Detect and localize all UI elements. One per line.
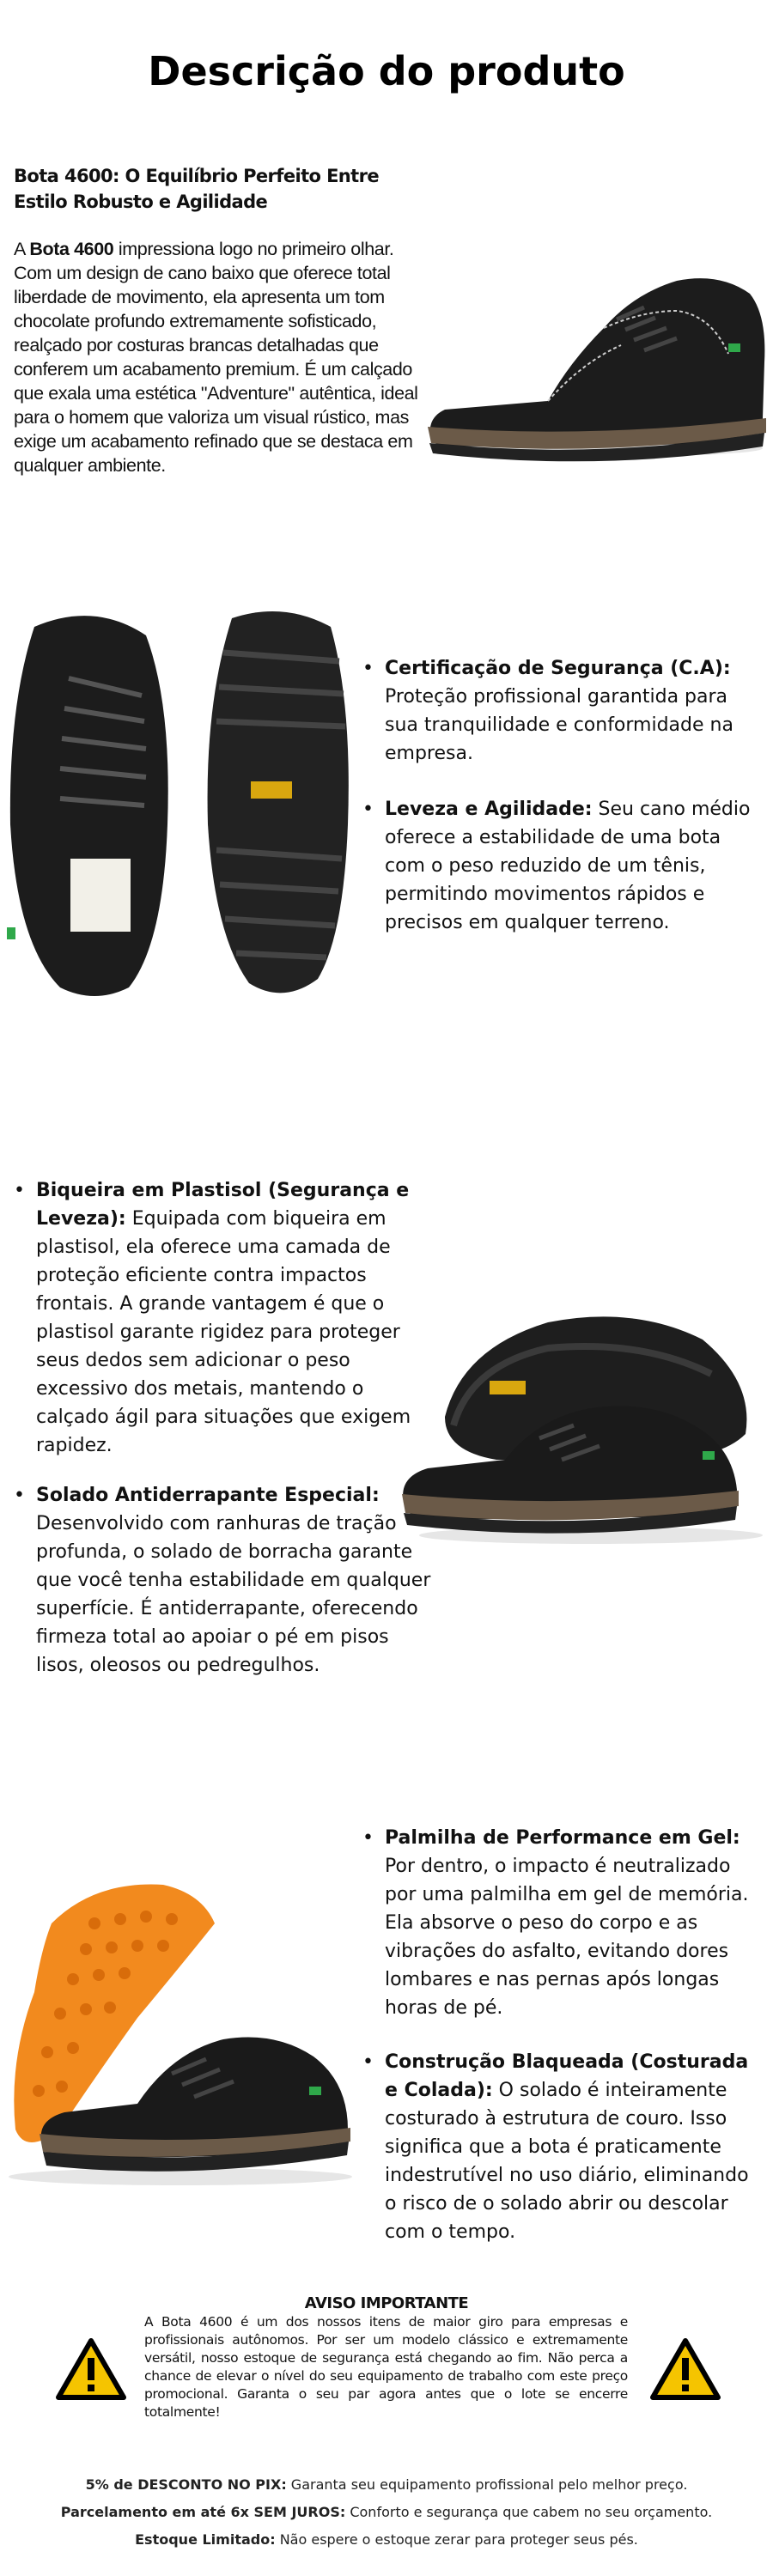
bullet-icon: •: [14, 1485, 25, 1506]
warning-icon: [55, 2337, 127, 2401]
notice-body: A Bota 4600 é um dos nossos itens de maior giro para empresas e profissionais autônomos. Por ser um modelo clássico e extremamente versátil, nosso estoque de segurança está chegando ao fim. Não perca a chance de elevar o nível do seu equipamento de trabalho com este preço promocional. Garanta o seu par agora antes que o lote se encerre totalmente!: [144, 2314, 628, 2420]
footer-pix: 5% de DESCONTO NO PIX: Garanta seu equipamento profissional pelo melhor preço.: [85, 2476, 688, 2493]
feature-biqueira: • Biqueira em Plastisol (Segurança e Leveza): Equipada com biqueira em plastisol, ela oferece uma camada de proteção eficiente contra impactos frontais. A grande vantagem é que o plastisol garante rigidez para proteger seus dedos sem adicionar o peso excessivo dos metais, mantendo o calçado ágil para situações que exigem rapidez.: [10, 1176, 433, 1460]
feature-palmilha: • Palmilha de Performance em Gel: Por dentro, o impacto é neutralizado por uma palmilha em gel de memória. Ela absorve o peso do corpo e as vibrações do asfalto, evitando dores lombares e nas pernas após longas horas de pé.: [359, 1824, 754, 2022]
warning-icon: [649, 2337, 721, 2401]
bullet-icon: •: [362, 1827, 374, 1849]
boot-top-sole-image: [0, 601, 361, 1005]
feature-construcao: • Construção Blaqueada (Costurada e Colada): O solado é inteiramente costurado à estrutura de couro. Isso significa que a bota é praticamente indestrutível no uso diário, eliminando o risco de o solado abrir ou descolar com o tempo.: [359, 2048, 754, 2246]
features-list-1: [359, 654, 754, 937]
feature-solado: • Solado Antiderrapante Especial: Desenvolvido com ranhuras de tração profunda, o solado de borracha garante que você tenha estabilidade em qualquer superfície. É antiderrapante, oferecendo firmeza total ao apoiar o pé em pisos lisos, oleosos ou pedregulhos.: [10, 1481, 433, 1680]
footer-parcelamento: Parcelamento em até 6x SEM JUROS: Conforto e segurança que cabem no seu orçamento.: [60, 2504, 713, 2520]
intro-product-name: Bota 4600: [29, 239, 114, 259]
boot-insole-image: [0, 1872, 361, 2190]
notice-title: AVISO IMPORTANTE: [304, 2294, 469, 2312]
features-list-3: [359, 1824, 754, 2246]
bullet-icon: •: [14, 1180, 25, 1201]
footer-estoque: Estoque Limitado: Não espere o estoque zerar para proteger seus pés.: [135, 2531, 638, 2548]
feature-ca: • Certificação de Segurança (C.A): Proteção profissional garantida para sua tranquilidade e conformidade na empresa.: [359, 654, 754, 768]
bullet-icon: •: [362, 658, 374, 679]
intro-heading: Bota 4600: O Equilíbrio Perfeito Entre Estilo Robusto e Agilidade: [14, 166, 379, 212]
intro-paragraph: [14, 237, 426, 477]
intro-body: impressiona logo no primeiro olhar. Com um design de cano baixo que oferece total liberdade de movimento, ela apresenta um tom chocolate profundo extremamente sofisticado, realçado por costuras brancas detalhadas que conferem um acabamento premium. É um calçado que exala uma estética "Adventure" autêntica, ideal para o homem que valoriza um visual rústico, mas exige um acabamento refinado que se destaca em qualquer ambiente.: [14, 239, 418, 476]
feature-leveza: • Leveza e Agilidade: Seu cano médio oferece a estabilidade de uma bota com o peso reduzido de um tênis, permitindo movimentos rápidos e precisos em qualquer terreno.: [359, 795, 754, 937]
bullet-icon: •: [362, 2051, 374, 2073]
boot-pair-image: [393, 1288, 771, 1546]
boot-side-image: [419, 234, 771, 465]
intro-prefix: A: [14, 239, 30, 259]
page-title: Descrição do produto: [148, 48, 625, 94]
bullet-icon: •: [362, 799, 374, 820]
features-list-2: [10, 1176, 433, 1680]
